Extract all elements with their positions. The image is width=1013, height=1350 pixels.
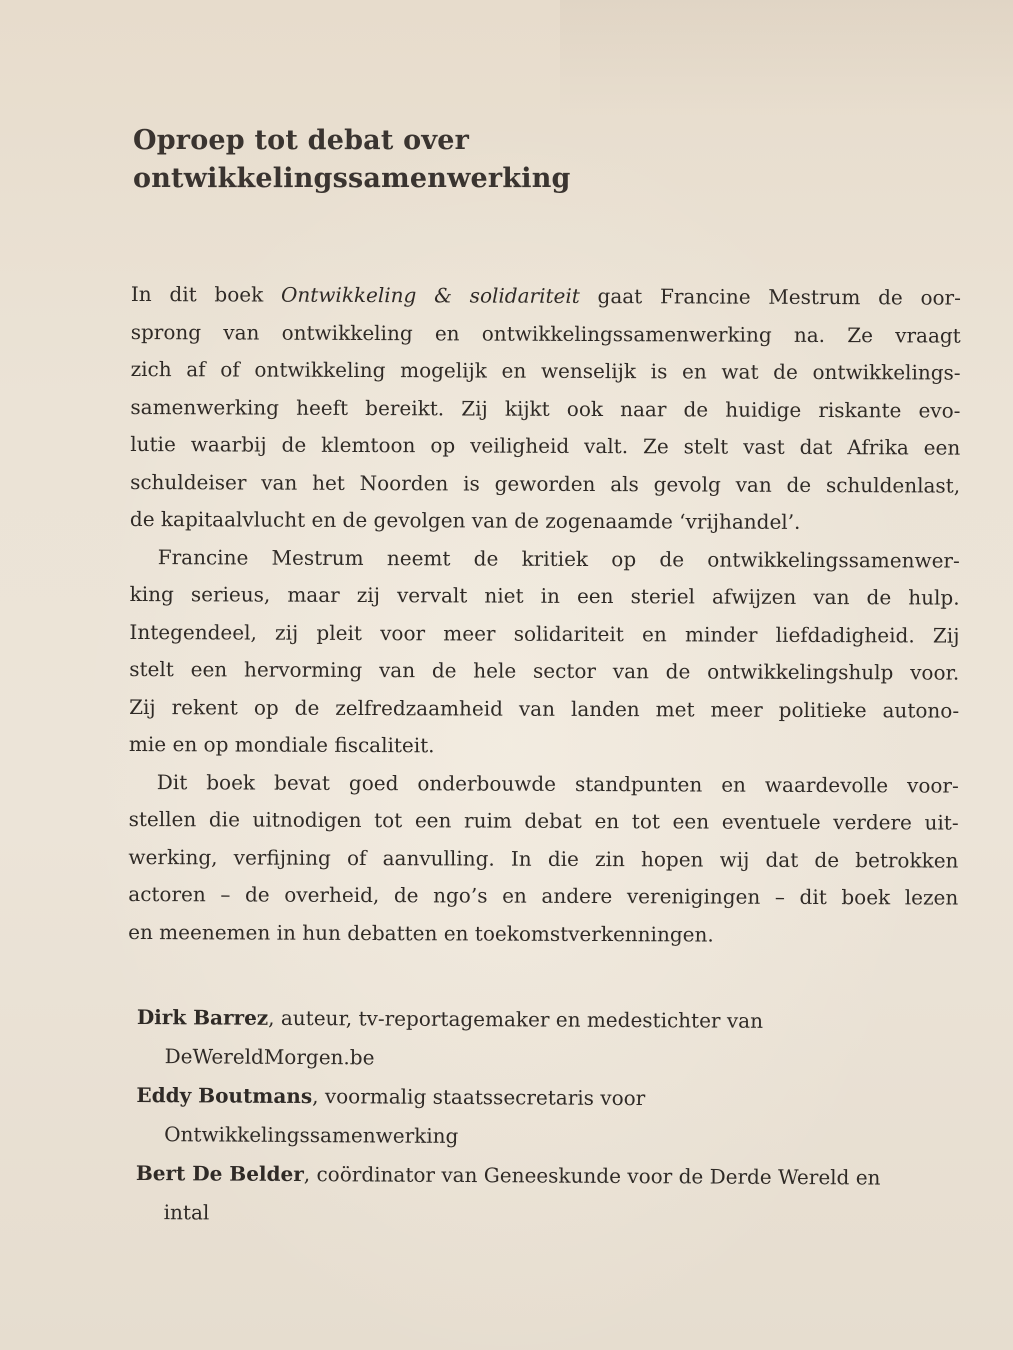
signatory-role: , coördinator van Geneeskunde voor de Derde Wereld en: [303, 1162, 881, 1190]
paragraph-1-line-7: de kapitaalvlucht en de gevolgen van de zogenaamde ‘vrijhandel’.: [129, 506, 801, 534]
signatory-name: Bert De Belder: [135, 1160, 304, 1187]
paragraph-1-line-4: samenwerking heeft bereikt. Zij kijkt ook naar de huidige riskante evo-: [130, 394, 961, 423]
paragraph-1-line-5: lutie waarbij de klemtoon op veiligheid valt. Ze stelt vast dat Afrika een: [130, 431, 961, 460]
body-text: [128, 276, 961, 955]
title-line-1: Oproep tot debat over: [133, 125, 470, 156]
signatory-role: , voormalig staatssecretaris voor: [312, 1084, 646, 1111]
paragraph-1-line-3: zich af of ontwikkeling mogelijk en wenselijk is en wat de ontwikkelings-: [130, 356, 961, 385]
paragraph-1-line-6: schuldeiser van het Noorden is geworden als gevolg van de schuldenlast,: [130, 469, 961, 498]
paragraph-1-line-1-pre: In dit boek: [130, 281, 282, 307]
paragraph-2-line-1: Francine Mestrum neemt de kritiek op de ontwikkelingssamenwer-: [157, 544, 960, 573]
signatory-role-continuation: intal: [163, 1200, 210, 1225]
paragraph-3-line-4: actoren – de overheid, de ngo’s en andere verenigingen – dit boek lezen: [128, 881, 959, 910]
paragraph-2-line-6: mie en op mondiale fiscaliteit.: [128, 731, 435, 758]
signatory-name: Eddy Boutmans: [136, 1082, 313, 1109]
signatory-role-continuation: Ontwikkelingssamenwerking: [164, 1122, 459, 1148]
paragraph-3-line-1: Dit boek bevat goed onderbouwde standpunten en waardevolle voor-: [156, 769, 959, 798]
signatory-role-continuation: DeWereldMorgen.be: [164, 1044, 375, 1070]
paragraph-1-line-1: [131, 276, 961, 317]
signatory-role: , auteur, tv-reportagemaker en medestichter van: [268, 1005, 764, 1033]
paragraph-1: [130, 276, 961, 542]
page-bleed-shadow: [560, 0, 1013, 120]
paragraph-3-line-2: stellen die uitnodigen tot een ruim debat en tot een eventuele verdere uit-: [128, 806, 959, 835]
paragraph-3-line-5: en meenemen in hun debatten en toekomstverkenningen.: [128, 919, 714, 947]
paragraph-3-line-3: werking, verfijning of aanvulling. In die zin hopen wij dat de betrokken: [128, 844, 959, 873]
page-title: [133, 122, 571, 198]
paragraph-1-line-2: sprong van ontwikkeling en ontwikkelingssamenwerking na. Ze vraagt: [130, 319, 961, 348]
paragraph-2: [129, 538, 960, 767]
paragraph-2-line-4: stelt een hervorming van de hele sector van de ontwikkelingshulp voor.: [129, 656, 960, 685]
signatory: [136, 1154, 966, 1237]
signatory: [137, 998, 967, 1081]
paragraph-2-line-5: Zij rekent op de zelfredzaamheid van landen met meer politieke autono-: [129, 694, 960, 723]
title-line-2: ontwikkelingssamenwerking: [133, 163, 571, 194]
signatory: [136, 1076, 966, 1159]
signatories: [136, 998, 967, 1237]
paragraph-2-line-2: king serieus, maar zij vervalt niet in een steriel afwijzen van de hulp.: [129, 581, 960, 610]
paragraph-3: [128, 763, 959, 954]
signatory-name: Dirk Barrez: [136, 1004, 269, 1030]
book-title-italic: Ontwikkeling & solidariteit: [280, 282, 580, 308]
paragraph-2-line-3: Integendeel, zij pleit voor meer solidariteit en minder liefdadigheid. Zij: [129, 619, 960, 648]
paragraph-1-line-1-post: gaat Francine Mestrum de oor-: [579, 283, 961, 310]
